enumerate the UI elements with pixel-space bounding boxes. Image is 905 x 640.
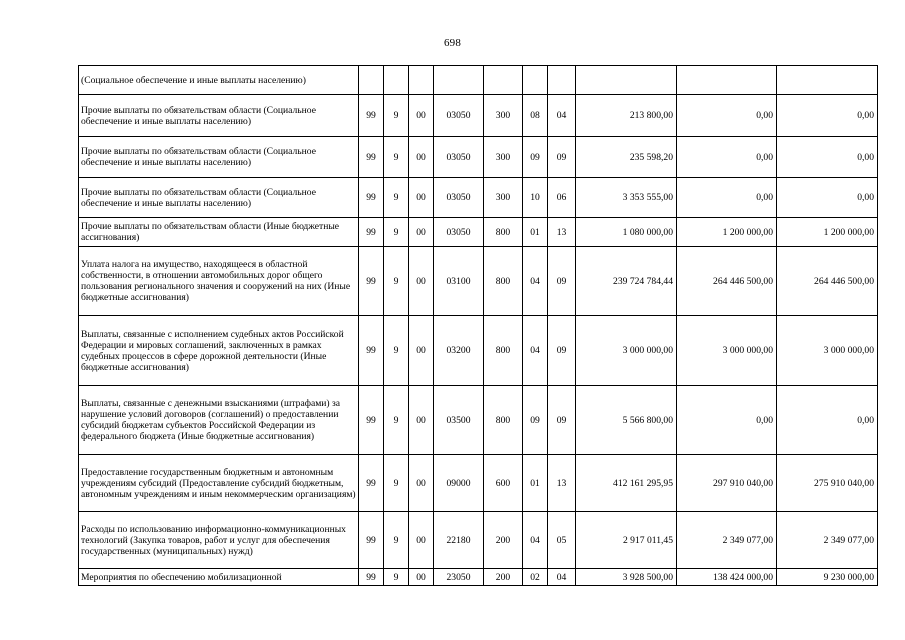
table-row [79,247,878,316]
amount-year-1-cell: 3 353 555,00 [576,178,677,218]
expense-code-cell: 03200 [434,316,484,386]
amount-year-3-cell [777,66,878,95]
amount-year-3-cell: 0,00 [777,386,878,455]
amount-year-3-cell: 264 446 500,00 [777,247,878,316]
expense-name-cell: Прочие выплаты по обязательствам области (Социальное обеспечение и иные выплаты населению) [79,137,359,178]
expense-code-cell [434,66,484,95]
expense-name-cell: Прочие выплаты по обязательствам области (Иные бюджетные ассигнования) [79,218,359,247]
subsection-code-cell: 09 [548,247,576,316]
program-code-cell: 99 [359,247,384,316]
subprogram-code-cell: 9 [384,316,409,386]
table-row [79,386,878,455]
subprogram-code-cell: 9 [384,137,409,178]
expense-name-cell: Расходы по использованию информационно-коммуникационных технологий (Закупка товаров, работ и услуг для обеспечения государственных (муниципальных) нужд) [79,512,359,569]
amount-year-3-cell: 9 230 000,00 [777,569,878,586]
subprogram-code-cell [384,66,409,95]
subsection-code-cell [548,66,576,95]
program-code-cell: 99 [359,316,384,386]
program-code-cell: 99 [359,455,384,512]
table-row [79,455,878,512]
direction-code-cell: 00 [409,137,434,178]
section-code-cell: 10 [523,178,548,218]
section-code-cell: 04 [523,247,548,316]
amount-year-2-cell: 2 349 077,00 [677,512,777,569]
expense-code-cell: 03500 [434,386,484,455]
amount-year-2-cell: 297 910 040,00 [677,455,777,512]
direction-code-cell: 00 [409,218,434,247]
subsection-code-cell: 05 [548,512,576,569]
program-code-cell: 99 [359,512,384,569]
amount-year-1-cell: 1 080 000,00 [576,218,677,247]
section-code-cell: 01 [523,218,548,247]
section-code-cell: 09 [523,386,548,455]
subsection-code-cell: 04 [548,95,576,137]
subsection-code-cell: 09 [548,316,576,386]
expense-name-cell: Предоставление государственным бюджетным и автономным учреждениям субсидий (Предоставление субсидий бюджетным, автономным учреждениям и иным некоммерческим организациям) [79,455,359,512]
section-code-cell: 09 [523,137,548,178]
subsection-code-cell: 09 [548,386,576,455]
program-code-cell: 99 [359,178,384,218]
expense-name-cell: Мероприятия по обеспечению мобилизационной [79,569,359,586]
subprogram-code-cell: 9 [384,512,409,569]
vr-code-cell [484,66,523,95]
program-code-cell: 99 [359,218,384,247]
expense-code-cell: 03050 [434,218,484,247]
amount-year-2-cell: 0,00 [677,178,777,218]
section-code-cell: 04 [523,512,548,569]
vr-code-cell: 800 [484,386,523,455]
subsection-code-cell: 06 [548,178,576,218]
expense-name-cell: Уплата налога на имущество, находящееся в областной собственности, в отношении автомобильных дорог общего пользования регионального значения и сооружений на них (Иные бюджетные ассигнования) [79,247,359,316]
table-row [79,569,878,586]
subprogram-code-cell: 9 [384,218,409,247]
expense-name-cell: (Социальное обеспечение и иные выплаты населению) [79,66,359,95]
expense-code-cell: 03100 [434,247,484,316]
table-row [79,218,878,247]
section-code-cell: 08 [523,95,548,137]
program-code-cell: 99 [359,569,384,586]
vr-code-cell: 200 [484,569,523,586]
table-row [79,95,878,137]
subsection-code-cell: 13 [548,218,576,247]
subprogram-code-cell: 9 [384,95,409,137]
table-row [79,178,878,218]
amount-year-1-cell: 2 917 011,45 [576,512,677,569]
section-code-cell: 01 [523,455,548,512]
program-code-cell: 99 [359,137,384,178]
table-row [79,137,878,178]
expense-code-cell: 23050 [434,569,484,586]
amount-year-3-cell: 275 910 040,00 [777,455,878,512]
subprogram-code-cell: 9 [384,247,409,316]
section-code-cell: 04 [523,316,548,386]
expense-name-cell: Выплаты, связанные с исполнением судебных актов Российской Федерации и мировых соглашений, заключенных в рамках судебных процессов в сфере дорожной деятельности (Иные бюджетные ассигнования) [79,316,359,386]
subsection-code-cell: 04 [548,569,576,586]
amount-year-2-cell: 0,00 [677,95,777,137]
amount-year-1-cell: 412 161 295,95 [576,455,677,512]
amount-year-2-cell: 1 200 000,00 [677,218,777,247]
expense-code-cell: 03050 [434,95,484,137]
vr-code-cell: 300 [484,137,523,178]
subprogram-code-cell: 9 [384,569,409,586]
vr-code-cell: 800 [484,247,523,316]
direction-code-cell: 00 [409,512,434,569]
direction-code-cell: 00 [409,95,434,137]
amount-year-3-cell: 0,00 [777,178,878,218]
section-code-cell [523,66,548,95]
subsection-code-cell: 09 [548,137,576,178]
subsection-code-cell: 13 [548,455,576,512]
expense-name-cell: Прочие выплаты по обязательствам области (Социальное обеспечение и иные выплаты населению) [79,178,359,218]
amount-year-3-cell: 2 349 077,00 [777,512,878,569]
table-row [79,316,878,386]
vr-code-cell: 600 [484,455,523,512]
expense-code-cell: 22180 [434,512,484,569]
vr-code-cell: 200 [484,512,523,569]
amount-year-3-cell: 0,00 [777,95,878,137]
amount-year-2-cell: 3 000 000,00 [677,316,777,386]
amount-year-1-cell: 3 000 000,00 [576,316,677,386]
direction-code-cell: 00 [409,247,434,316]
direction-code-cell: 00 [409,178,434,218]
vr-code-cell: 800 [484,316,523,386]
amount-year-1-cell: 5 566 800,00 [576,386,677,455]
direction-code-cell: 00 [409,569,434,586]
program-code-cell: 99 [359,95,384,137]
amount-year-3-cell: 0,00 [777,137,878,178]
vr-code-cell: 300 [484,178,523,218]
amount-year-1-cell [576,66,677,95]
amount-year-1-cell: 239 724 784,44 [576,247,677,316]
amount-year-2-cell: 0,00 [677,386,777,455]
amount-year-2-cell: 264 446 500,00 [677,247,777,316]
vr-code-cell: 300 [484,95,523,137]
expense-name-cell: Выплаты, связанные с денежными взысканиями (штрафами) за нарушение условий договоров (соглашений) о предоставлении субсидий бюджетам субъектов Российской Федерации из федерального бюджета (Иные бюджетные ассигнования) [79,386,359,455]
amount-year-2-cell [677,66,777,95]
subprogram-code-cell: 9 [384,386,409,455]
direction-code-cell: 00 [409,316,434,386]
amount-year-1-cell: 213 800,00 [576,95,677,137]
program-code-cell: 99 [359,386,384,455]
budget-table [78,65,878,586]
direction-code-cell [409,66,434,95]
direction-code-cell: 00 [409,386,434,455]
expense-name-cell: Прочие выплаты по обязательствам области (Социальное обеспечение и иные выплаты населению) [79,95,359,137]
expense-code-cell: 03050 [434,137,484,178]
expense-code-cell: 09000 [434,455,484,512]
amount-year-3-cell: 3 000 000,00 [777,316,878,386]
table-row [79,512,878,569]
subprogram-code-cell: 9 [384,455,409,512]
section-code-cell: 02 [523,569,548,586]
direction-code-cell: 00 [409,455,434,512]
program-code-cell [359,66,384,95]
vr-code-cell: 800 [484,218,523,247]
amount-year-1-cell: 3 928 500,00 [576,569,677,586]
page-number: 698 [443,37,462,49]
expense-code-cell: 03050 [434,178,484,218]
amount-year-3-cell: 1 200 000,00 [777,218,878,247]
amount-year-1-cell: 235 598,20 [576,137,677,178]
subprogram-code-cell: 9 [384,178,409,218]
amount-year-2-cell: 138 424 000,00 [677,569,777,586]
table-row [79,66,878,95]
amount-year-2-cell: 0,00 [677,137,777,178]
